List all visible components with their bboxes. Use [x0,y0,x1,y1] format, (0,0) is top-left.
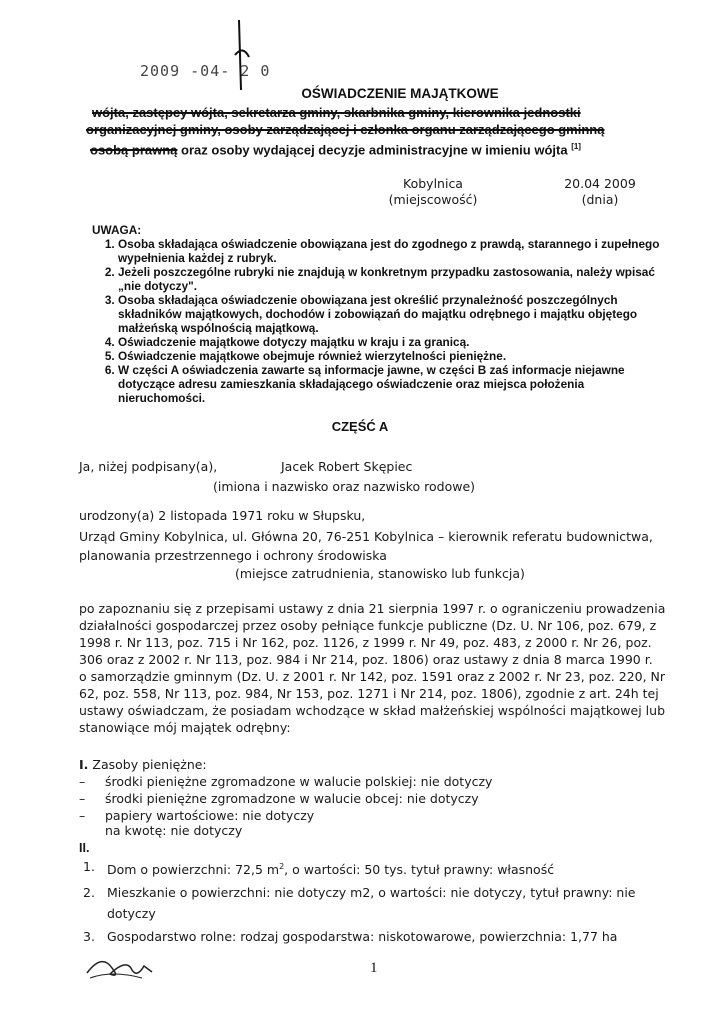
section-2-item-sup: 2 [279,862,285,871]
section-1-item: – środki pieniężne zgromadzone w walucie obcej: nie dotyczy [79,790,639,807]
date-label: (dnia) [581,192,619,207]
section-1-item: – papiery wartościowe: nie dotyczy [79,807,639,824]
section-2-item-text: Dom o powierzchni: 72,5 m [107,862,280,878]
place-label: (miejscowość) [388,192,478,207]
uwaga-item: 5. Oświadczenie majątkowe obejmuje również wierzytelności pieniężne. [118,349,670,363]
statement-paragraph [79,600,679,736]
section-2-item-text: Gospodarstwo rolne: rodzaj gospodarstwa: niskotowarowe, powierzchnia: 1,77 ha [107,929,618,945]
statement-line: działalności gospodarczej przez osoby pełniące funkcje publiczne (Dz. U. Nr 106, poz. 679, z [79,618,657,633]
declarant-name: Jacek Robert Skępiec [281,459,413,474]
section-1-kwota: na kwotę: nie dotyczy [105,823,243,838]
received-date-stamp: 2009 -04- 2 0 [140,62,271,80]
document-title: OŚWIADCZENIE MAJĄTKOWE [301,86,499,101]
statement-line: 1998 r. Nr 113, poz. 715 i Nr 162, poz. 1126, z 1999 r. Nr 49, poz. 483, z 2000 r. Nr 26, poz. [79,635,652,650]
section-2-item-text: Mieszkanie o powierzchni: nie dotyczy m2, o wartości: nie dotyczy, tytuł prawny: nie dotyczy [107,885,636,922]
date-value: 20.04 2009 [564,176,636,191]
section-1-title: Zasoby pieniężne: [92,757,207,772]
section-2-item [83,928,643,945]
uwaga-list [80,237,670,405]
statement-line: stanowiące mój majątek odrębny: [79,720,291,735]
statement-line: o samorządzie gminnym (Dz. U. z 2001 r. Nr 142, poz. 1591 oraz z 2002 r. Nr 23, poz. 220, Nr [79,669,666,684]
header-line-3-rest: oraz osoby wydającej decyzje administracyjne w imieniu wójta [177,142,568,158]
section-2-item-num: 1. [83,859,95,874]
statement-line: 62, poz. 558, Nr 113, poz. 984, Nr 153, poz. 1271 i Nr 214, poz. 1806), zgodnie z art. 24h tej [79,686,659,701]
uwaga-item: 2. Jeżeli poszczególne rubryki nie znajdują w konkretnym przypadku zastosowania, należy wpisać „nie dotyczy". [118,265,670,293]
uwaga-item: 1. Osoba składająca oświadczenie obowiązana jest do zgodnego z prawdą, starannego i zupełnego wypełnienia każdej z rubryk. [118,237,670,265]
section-1-item: – środki pieniężne zgromadzone w walucie polskiej: nie dotyczy [79,773,639,790]
section-1-numeral: I. [79,757,89,772]
section-2-item [83,858,643,878]
section-2-item-num: 2. [83,885,95,901]
uwaga-item: 4. Oświadczenie majątkowe dotyczy majątku w kraju i za granicą. [118,335,670,349]
statement-line: ustawy oświadczam, że posiadam wchodzące w skład małżeńskiej wspólności majątkowej lub [79,703,665,718]
employment-line-1: Urząd Gminy Kobylnica, ul. Główna 20, 76-251 Kobylnica – kierownik referatu budownictwa, [79,529,653,544]
footnote-ref: [1] [571,142,581,151]
handwritten-initials [82,948,162,984]
page-number: 1 [370,960,378,976]
struck-line-1: wójta, zastępcy wójta, sekretarza gminy, skarbnika gminy, kierownika jednostki [92,105,581,120]
employment-line-2: planowania przestrzennego i ochrony środowiska [79,548,387,563]
place-value: Kobylnica [403,176,463,191]
section-2-item-num: 3. [83,929,95,945]
struck-line-3: osobą prawną [90,142,178,158]
section-1-heading [79,756,207,773]
statement-line: po zapoznaniu się z przepisami ustawy z dnia 21 sierpnia 1997 r. o ograniczeniu prowadzenia [79,601,666,616]
handwritten-mark [225,15,255,95]
uwaga-item: 3. Osoba składająca oświadczenie obowiązana jest określić przynależność poszczególnych składników majątkowych, dochodów i zobowiązań do majątku odrębnego i majątku objętego małżeńską wspólnością majątkową. [118,293,670,335]
uwaga-heading: UWAGA: [92,223,142,237]
uwaga-item: 6. W części A oświadczenia zawarte są informacje jawne, w części B zaś informacje niejawne dotyczące adresu zamieszkania składającego oświadczenie oraz miejsca położenia nieruchomości. [118,363,670,405]
birth-line: urodzony(a) 2 listopada 1971 roku w Słupsku, [79,508,366,523]
statement-line: 306 oraz z 2002 r. Nr 113, poz. 984 i Nr 214, poz. 1806) oraz ustawy z dnia 8 marca 1990 r. [79,652,653,667]
struck-line-2: organizacyjnej gminy, osoby zarządzającej i członka organu zarządzającego gminną [86,122,605,137]
header-line-3 [90,137,690,159]
signed-prefix: Ja, niżej podpisany(a), [79,459,218,474]
section-2-item [83,882,643,924]
section-2-item-text-b: , o wartości: 50 tys. tytuł prawny: własność [284,862,555,878]
section-2-list [83,858,643,945]
employment-label: (miejsce zatrudnienia, stanowisko lub funkcja) [235,566,525,581]
section-2-numeral: II. [79,841,90,855]
name-label: (imiona i nazwisko oraz nazwisko rodowe) [213,479,476,494]
part-a-heading: CZĘŚĆ A [331,419,389,434]
section-1-list [79,773,639,824]
